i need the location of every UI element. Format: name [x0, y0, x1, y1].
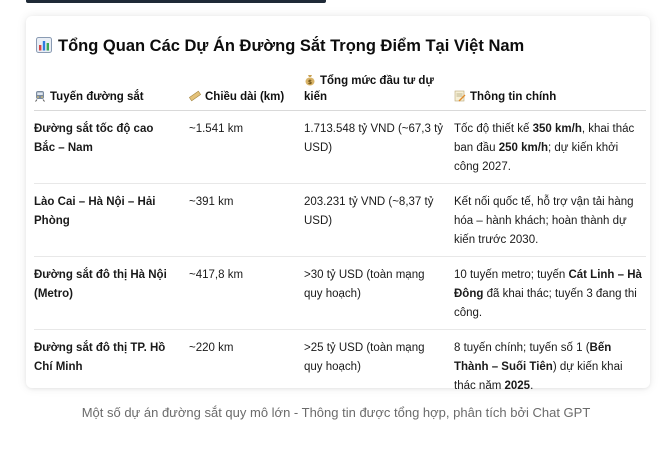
investment-cell: >25 tỷ USD (toàn mạng quy hoạch) [304, 341, 425, 373]
money-bag-icon [304, 74, 316, 86]
memo-icon [454, 90, 466, 102]
info-cell: Kết nối quốc tế, hỗ trợ vận tải hàng hóa – hành khách; hoàn thành dự kiến trước 2030. [454, 183, 646, 256]
investment-cell: 203.231 tỷ VND (~8,37 tỷ USD) [304, 183, 454, 256]
info-cell: 10 tuyến metro; tuyến Cát Linh – Hà Đông đã khai thác; tuyến 3 đang thi công. [454, 256, 646, 329]
ruler-icon [189, 90, 201, 102]
route-cell: Đường sắt tốc độ cao Bắc – Nam [34, 110, 189, 183]
page-title [36, 37, 524, 56]
table-row [34, 329, 646, 399]
table-row [34, 256, 646, 329]
header-info: Thông tin chính [454, 68, 646, 110]
length-cell: ~417,8 km [189, 256, 304, 329]
investment-cell: 1.713.548 tỷ VND (~67,3 tỷ USD) [304, 110, 454, 183]
title-text: Tổng Quan Các Dự Án Đường Sắt Trọng Điểm Tại Việt Nam [58, 37, 525, 55]
image-caption: Một số dự án đường sắt quy mô lớn - Thông tin được tổng hợp, phân tích bởi Chat GPT [81, 405, 591, 420]
length-cell: ~1.541 km [189, 110, 304, 183]
table-header-row [34, 68, 646, 110]
route-cell: Lào Cai – Hà Nội – Hải Phòng [34, 183, 189, 256]
length-cell: ~220 km [189, 341, 234, 354]
svg-text:$: $ [307, 78, 313, 86]
header-investment: $ Tổng mức đầu tư dự kiến [304, 68, 454, 110]
top-scroll-strip [26, 0, 326, 3]
table-row [34, 110, 646, 183]
investment-cell: >30 tỷ USD (toàn mạng quy hoạch) [304, 256, 454, 329]
route-cell: Đường sắt đô thị TP. Hồ Chí Minh [34, 341, 166, 373]
railway-table [34, 68, 646, 399]
table-row [34, 183, 646, 256]
response-card [26, 16, 650, 392]
train-icon [34, 90, 46, 102]
header-length: Chiều dài (km) [189, 68, 304, 110]
route-cell: Đường sắt đô thị Hà Nội (Metro) [34, 256, 189, 329]
info-cell: 8 tuyến chính; tuyến số 1 (Bến Thành – Suối Tiên) dự kiến khai thác năm 2025. [454, 341, 623, 392]
header-route: Tuyến đường sắt [34, 68, 189, 110]
length-cell: ~391 km [189, 183, 304, 256]
info-cell: Tốc độ thiết kế 350 km/h, khai thác ban đầu 250 km/h; dự kiến khởi công 2027. [454, 110, 646, 183]
bar-chart-icon [36, 37, 52, 53]
